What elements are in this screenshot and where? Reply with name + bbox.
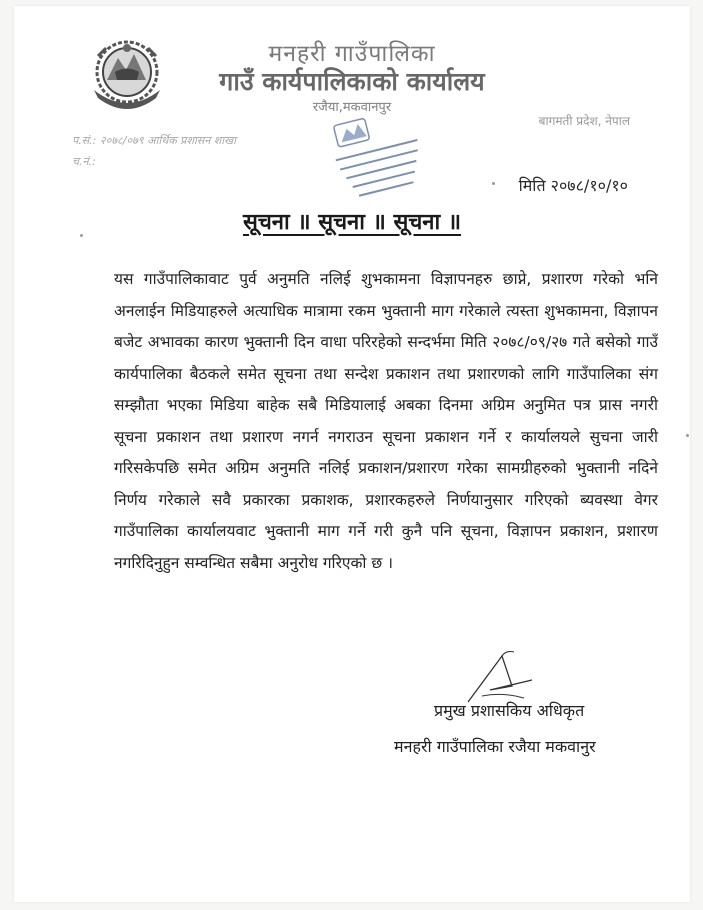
scan-speck <box>80 234 83 237</box>
signatory-title: प्रमुख प्रशासकिय अधिकृत <box>434 701 585 720</box>
office-location: रजैया,मकवानपुर <box>312 100 392 115</box>
document-page <box>14 6 690 902</box>
scan-speck <box>492 182 495 185</box>
municipality-name: मनहरी गाउँपालिका <box>268 41 436 67</box>
signatory-office: मनहरी गाउँपालिका रजैया मकवानुर <box>394 737 596 756</box>
province-label: बागमती प्रदेश, नेपाल <box>538 114 630 128</box>
notice-body: यस गाउँपालिकावाट पुर्व अनुमति नलिई शुभकामना विज्ञापनहरु छाप्ने, प्रशारण गरेको भनि अनलाईन मिडियाहरुले अत्याधिक मात्रामा रकम भुक्तानी माग गरेकाले त्यस्ता शुभकामना, विज्ञापन बजेट अभावका कारण भुक्तानी दिन वाधा परिरहेको सन्दर्भमा मिति २०७८/०९/२७ गते बसेको गाउँ कार्यपालिका बैठकले समेत सूचना तथा सन्देश प्रकाशन तथा प्रशारणको लागि गाउँपालिका संग सम्झौता भएका मिडिया बाहेक सबै मिडियालाई अबका दिनमा अग्रिम अनुमित पत्र प्रास नगरी सूचना प्रकाशन तथा प्रशारण नगर्न नगराउन सूचना प्रकाशन गर्ने र कार्यालयले सुचना जारी गरिसकेपछि समेत अग्रिम अनुमति नलिई प्रकाशन/प्रशारण गरेका सामग्रीहरुको भुक्तानी नदिने निर्णय गरेकाले सवै प्रकारका प्रकाशक, प्रशारकहरुले निर्णयानुसार गरिएको ब्यवस्था वेगर गाउँपालिका कार्यालयवाट भुक्तानी माग गर्ने गरी कुनै पनि सूचना, विज्ञापन प्रकाशन, प्रशारण नगरिदिनुहुन सम्वन्धित सबैमा अनुरोध गरिएको छ । <box>114 270 658 572</box>
dispatch-number: च.नं.: <box>72 155 96 168</box>
office-name: गाउँ कार्यपालिकाको कार्यालय <box>219 67 485 96</box>
notice-date: मिति २०७८/१०/१० <box>518 176 628 195</box>
notice-title <box>14 206 690 236</box>
reference-number: प.सं.: २०७८/०७९ आर्थिक प्रशासन शाखा <box>72 134 236 147</box>
scan-speck <box>686 434 689 437</box>
office-stamp <box>328 110 428 202</box>
notice-title-text: सूचना ॥ सूचना ॥ सूचना ॥ <box>242 210 462 235</box>
